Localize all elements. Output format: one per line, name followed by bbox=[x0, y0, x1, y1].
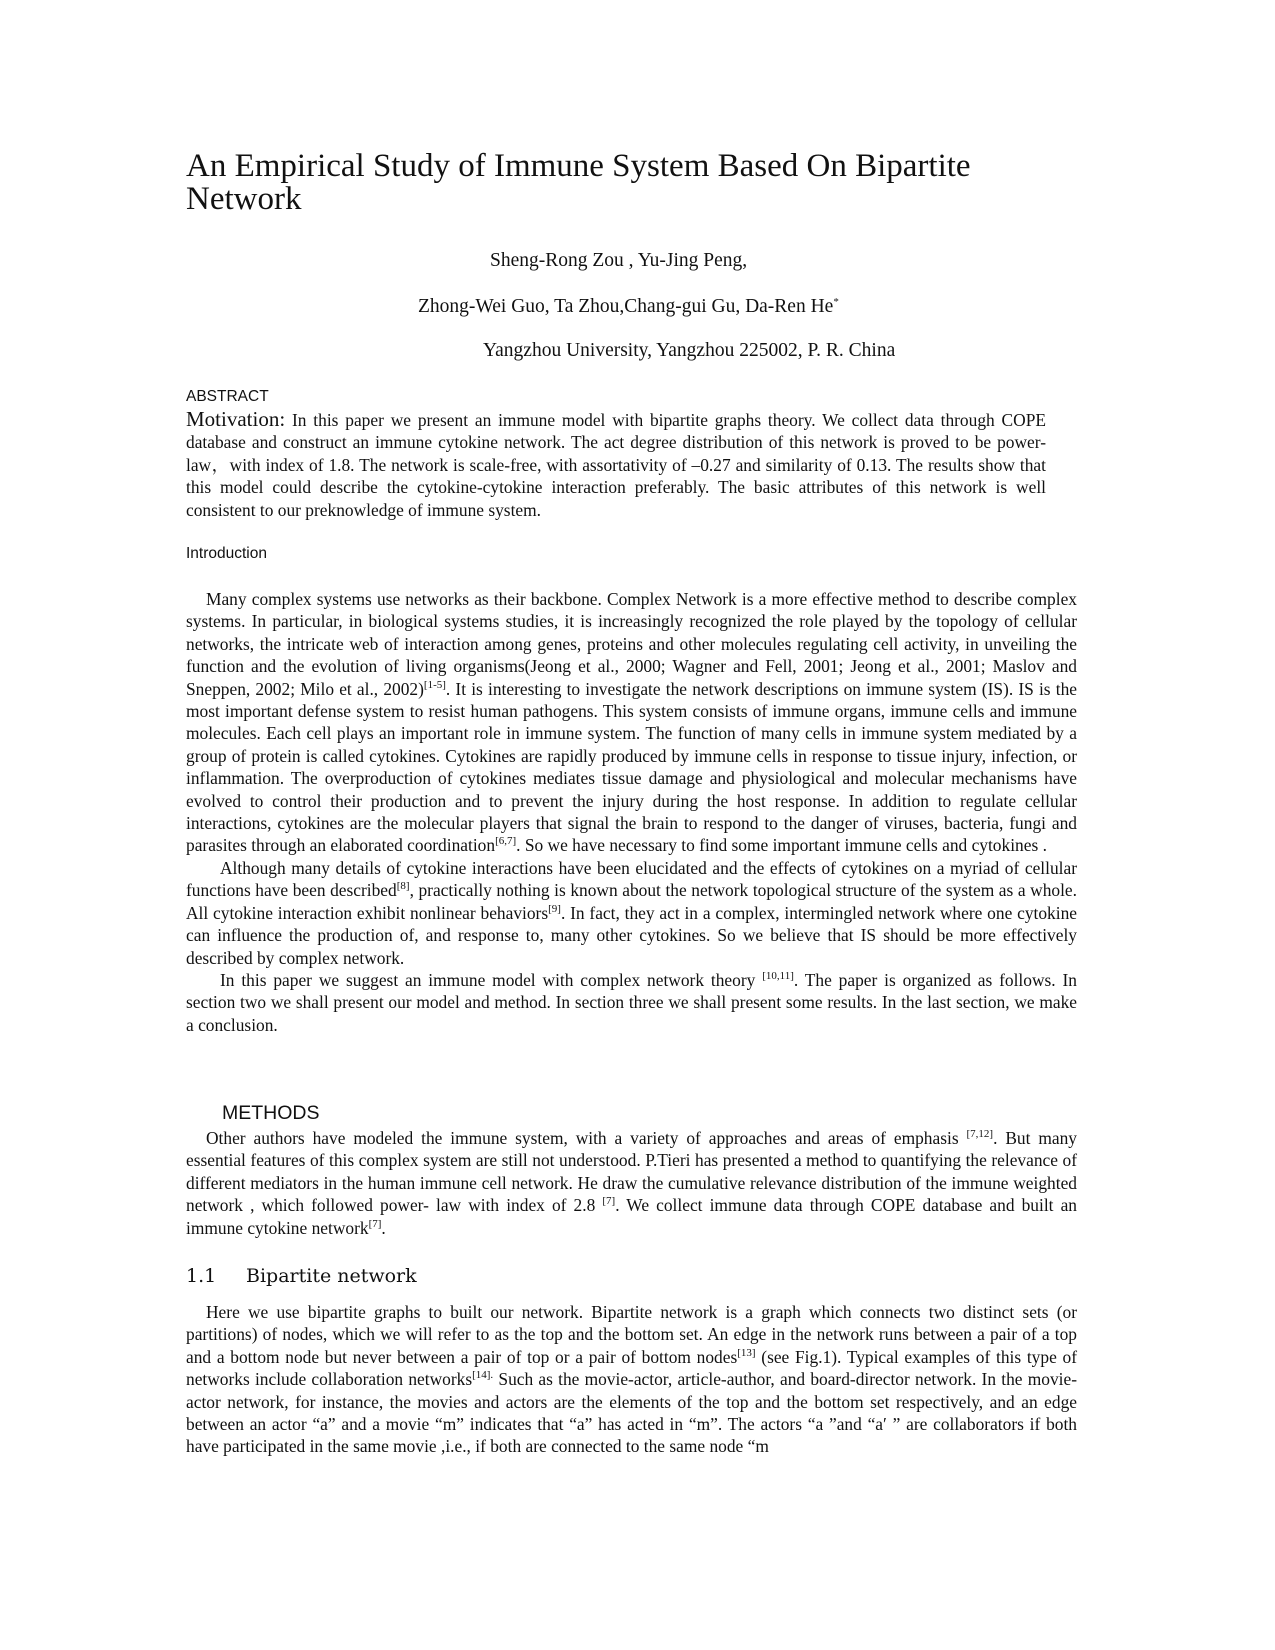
abstract-text bbox=[186, 408, 1046, 521]
section-heading-bipartite-network bbox=[186, 1265, 417, 1287]
paragraph-text: . bbox=[381, 1217, 386, 1238]
paragraph-text: Such as the movie-actor, article-author, and board-director network. In the movie-actor network, for instance, the movies and actors are the elements of the top and the bottom set respectively, and an edge between an actor “a” and a movie “m” indicates that “a” has acted in “m”. The actors “a ”and “a′ ” are collaborators if both have participated in the same movie ,i.e., if both are connected to the same node “m bbox=[186, 1369, 1077, 1457]
paragraph bbox=[186, 588, 1077, 857]
paragraph-text: Here we use bipartite graphs to built our network. Bipartite network is a graph which connects two distinct sets (or partitions) of nodes, which we will refer to as the top and the bottom set. An edge in the network runs between a pair of a top and a bottom node but never between a pair of top or a pair of bottom nodes bbox=[186, 1302, 1077, 1367]
introduction-body bbox=[186, 588, 1077, 1036]
paragraph-text: . We collect immune data through COPE database and built an immune cytokine network bbox=[186, 1195, 1078, 1238]
paragraph-text: . But many essential features of this complex system are still not understood. P.Tieri has presented a method to quantifying the relevance of different mediators in the human immune cell network. He draw the cumulative relevance distribution of the immune weighted network , which followed power- law with index of 2.8 bbox=[186, 1128, 1077, 1216]
paragraph bbox=[186, 857, 1077, 969]
section-number: 1.1 bbox=[186, 1265, 217, 1287]
methods-body bbox=[186, 1127, 1077, 1239]
abstract-body: In this paper we present an immune model with bipartite graphs theory. We collect data through COPE database and construct an immune cytokine network. The act degree distribution of this network is proved to be power-law，with index of 1.8. The network is scale-free, with assortativity of –0.27 and similarity of 0.13. The results show that this model could describe the cytokine-cytokine interaction preferably. The basic attributes of this network is well consistent to our preknowledge of immune system. bbox=[186, 410, 1046, 520]
paragraph-text: Many complex systems use networks as their backbone. Complex Network is a more effective method to describe complex systems. In particular, in biological systems studies, it is increasingly recognized the role played by the topology of cellular networks, the intricate web of interaction among genes, proteins and other molecules regulating cell activity, in unveiling the function and the evolution of living organisms(Jeong et al., 2000; Wagner and Fell, 2001; Jeong et al., 2001; Maslov and Sneppen, 2002; Milo et al., 2002) bbox=[186, 589, 1077, 699]
citation: [10,11] bbox=[762, 969, 794, 982]
citation: [14]. bbox=[472, 1369, 494, 1382]
paper-title: An Empirical Study of Immune System Based On Bipartite Network bbox=[186, 148, 971, 217]
paragraph-text: In this paper we suggest an immune model with complex network theory bbox=[220, 969, 763, 990]
author-names: Zhong-Wei Guo, Ta Zhou,Chang-gui Gu, Da-Ren He bbox=[418, 296, 834, 317]
paragraph-text: . It is interesting to investigate the network descriptions on immune system (IS). IS is the most important defense system to resist human pathogens. This system consists of immune organs, immune cells and immune molecules. Each cell plays an important role in immune system. The function of many cells in immune system mediated by a group of protein is called cytokines. Cytokines are rapidly produced by immune cells in response to tissue injury, infection, or inflammation. The overproduction of cytokines mediates tissue damage and physiological and molecular mechanisms have evolved to control their production and to prevent the injury during the host response. In addition to regulate cellular interactions, cytokines are the molecular players that signal the brain to respond to the danger of viruses, bacteria, fungi and parasites through an elaborated coordination bbox=[186, 678, 1077, 856]
citation: [13] bbox=[737, 1346, 756, 1359]
paragraph-text: Although many details of cytokine interactions have been elucidated and the effects of cytokines on a myriad of cellular functions have been described bbox=[186, 857, 1077, 901]
paragraph-text: . In fact, they act in a complex, intermingled network where one cytokine can influence the production of, and response to, many other cytokines. So we believe that IS should be more effectively described by complex network. bbox=[186, 902, 1077, 968]
methods-heading: METHODS bbox=[222, 1102, 320, 1124]
affiliation: Yangzhou University, Yangzhou 225002, P. R. China bbox=[483, 340, 896, 361]
corresponding-author-mark: * bbox=[833, 296, 839, 308]
author-line-1: Sheng-Rong Zou , Yu-Jing Peng, bbox=[490, 250, 748, 271]
abstract-heading: ABSTRACT bbox=[186, 388, 269, 405]
citation: [7] bbox=[602, 1195, 616, 1208]
paragraph-text: . The paper is organized as follows. In section two we shall present our model and method. In section three we shall present some results. In the last section, we make a conclusion. bbox=[186, 969, 1077, 1035]
citation: [8] bbox=[396, 880, 410, 893]
citation: [6,7] bbox=[495, 835, 517, 848]
citation: [9] bbox=[548, 902, 561, 915]
bipartite-body bbox=[186, 1301, 1077, 1458]
paragraph-text: Other authors have modeled the immune system, with a variety of approaches and areas of emphasis bbox=[206, 1128, 967, 1148]
citation: [1-5] bbox=[423, 678, 446, 691]
author-line-2 bbox=[418, 296, 839, 318]
paragraph bbox=[186, 1301, 1077, 1458]
paragraph bbox=[186, 1127, 1077, 1239]
section-title: Bipartite network bbox=[246, 1265, 417, 1287]
paragraph-text: , practically nothing is known about the network topological structure of the system as a whole. All cytokine interaction exhibit nonlinear behaviors bbox=[186, 880, 1077, 923]
abstract-lead: Motivation: bbox=[186, 407, 286, 431]
citation: [7,12] bbox=[966, 1128, 994, 1140]
citation: [7] bbox=[368, 1217, 382, 1230]
paragraph bbox=[186, 969, 1077, 1036]
paragraph-text: (see Fig.1). Typical examples of this type of networks include collaboration networks bbox=[186, 1346, 1077, 1390]
introduction-heading: Introduction bbox=[186, 545, 267, 562]
paragraph-text: . So we have necessary to find some important immune cells and cytokines . bbox=[516, 835, 1047, 856]
